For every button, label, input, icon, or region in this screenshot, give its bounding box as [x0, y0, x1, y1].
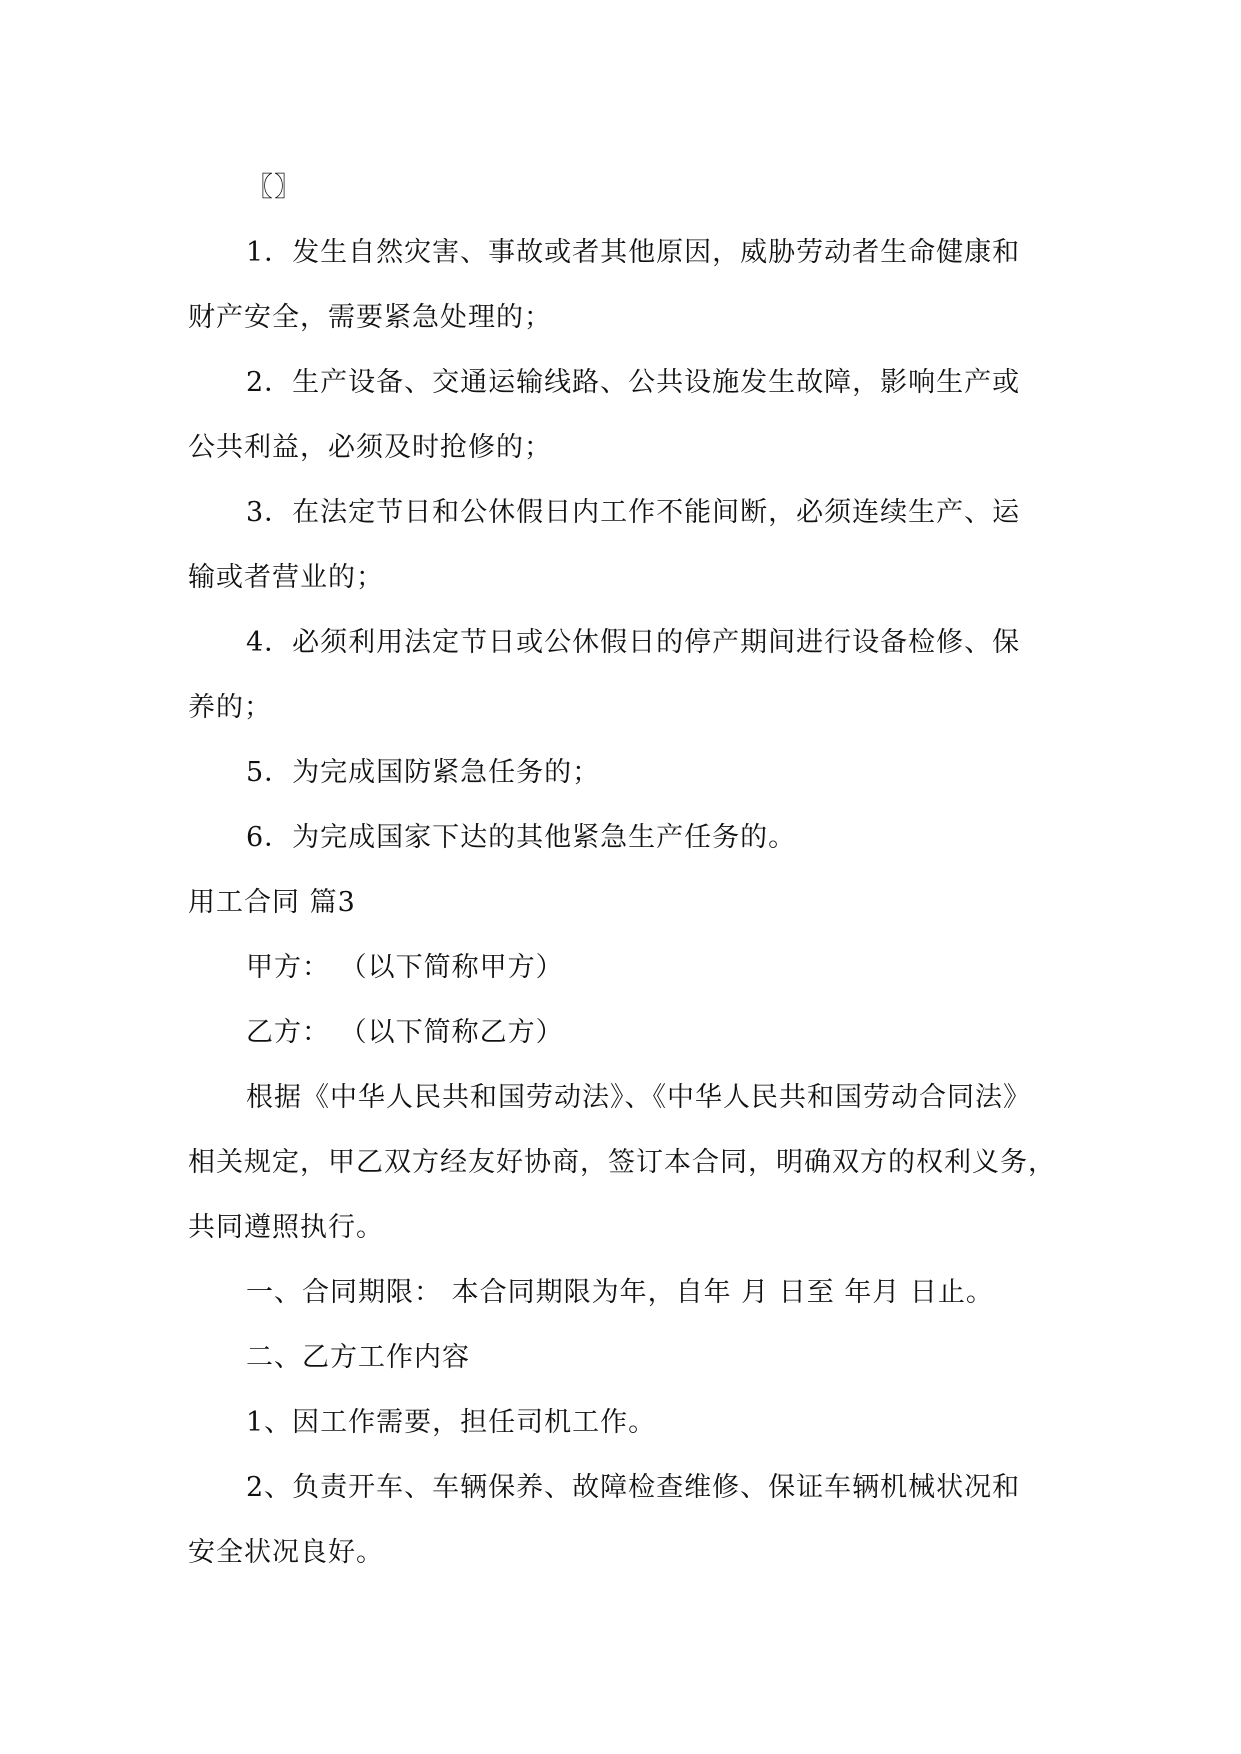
text-line: 公共利益，必须及时抢修的；: [188, 432, 552, 463]
text-line: 2．生产设备、交通运输线路、公共设施发生故障，影响生产或: [246, 367, 1021, 398]
text-line: 乙方： （以下简称乙方）: [246, 1017, 564, 1048]
text-line: 养的；: [188, 692, 272, 723]
text-line: 甲方： （以下简称甲方）: [246, 952, 564, 983]
text-line: 二、乙方工作内容: [246, 1342, 470, 1373]
text-line: 2、负责开车、车辆保养、故障检查维修、保证车辆机械状况和: [246, 1472, 1021, 1503]
text-line: 财产安全，需要紧急处理的；: [188, 302, 552, 333]
text-line: 1．发生自然灾害、事故或者其他原因，威胁劳动者生命健康和: [246, 237, 1021, 268]
text-line: 4．必须利用法定节日或公休假日的停产期间进行设备检修、保: [246, 627, 1021, 658]
text-line: 安全状况良好。: [188, 1537, 384, 1568]
text-line: 根据《中华人民共和国劳动法》、《中华人民共和国劳动合同法》: [246, 1082, 1031, 1113]
text-line: 共同遵照执行。: [188, 1212, 384, 1243]
text-line: 〖〗: [246, 172, 302, 203]
text-line: 1、因工作需要，担任司机工作。: [246, 1407, 657, 1438]
text-line: 6．为完成国家下达的其他紧急生产任务的。: [246, 822, 797, 853]
text-line: 一、合同期限： 本合同期限为年，自年 月 日至 年月 日止。: [246, 1277, 994, 1308]
text-line: 相关规定，甲乙双方经友好协商，签订本合同，明确双方的权利义务，: [188, 1147, 1056, 1178]
section-heading: 用工合同 篇3: [188, 887, 356, 918]
document-body: [188, 155, 1068, 1585]
text-line: 3．在法定节日和公休假日内工作不能间断，必须连续生产、运: [246, 497, 1021, 528]
text-line: 5．为完成国防紧急任务的；: [246, 757, 601, 788]
text-line: 输或者营业的；: [188, 562, 384, 593]
